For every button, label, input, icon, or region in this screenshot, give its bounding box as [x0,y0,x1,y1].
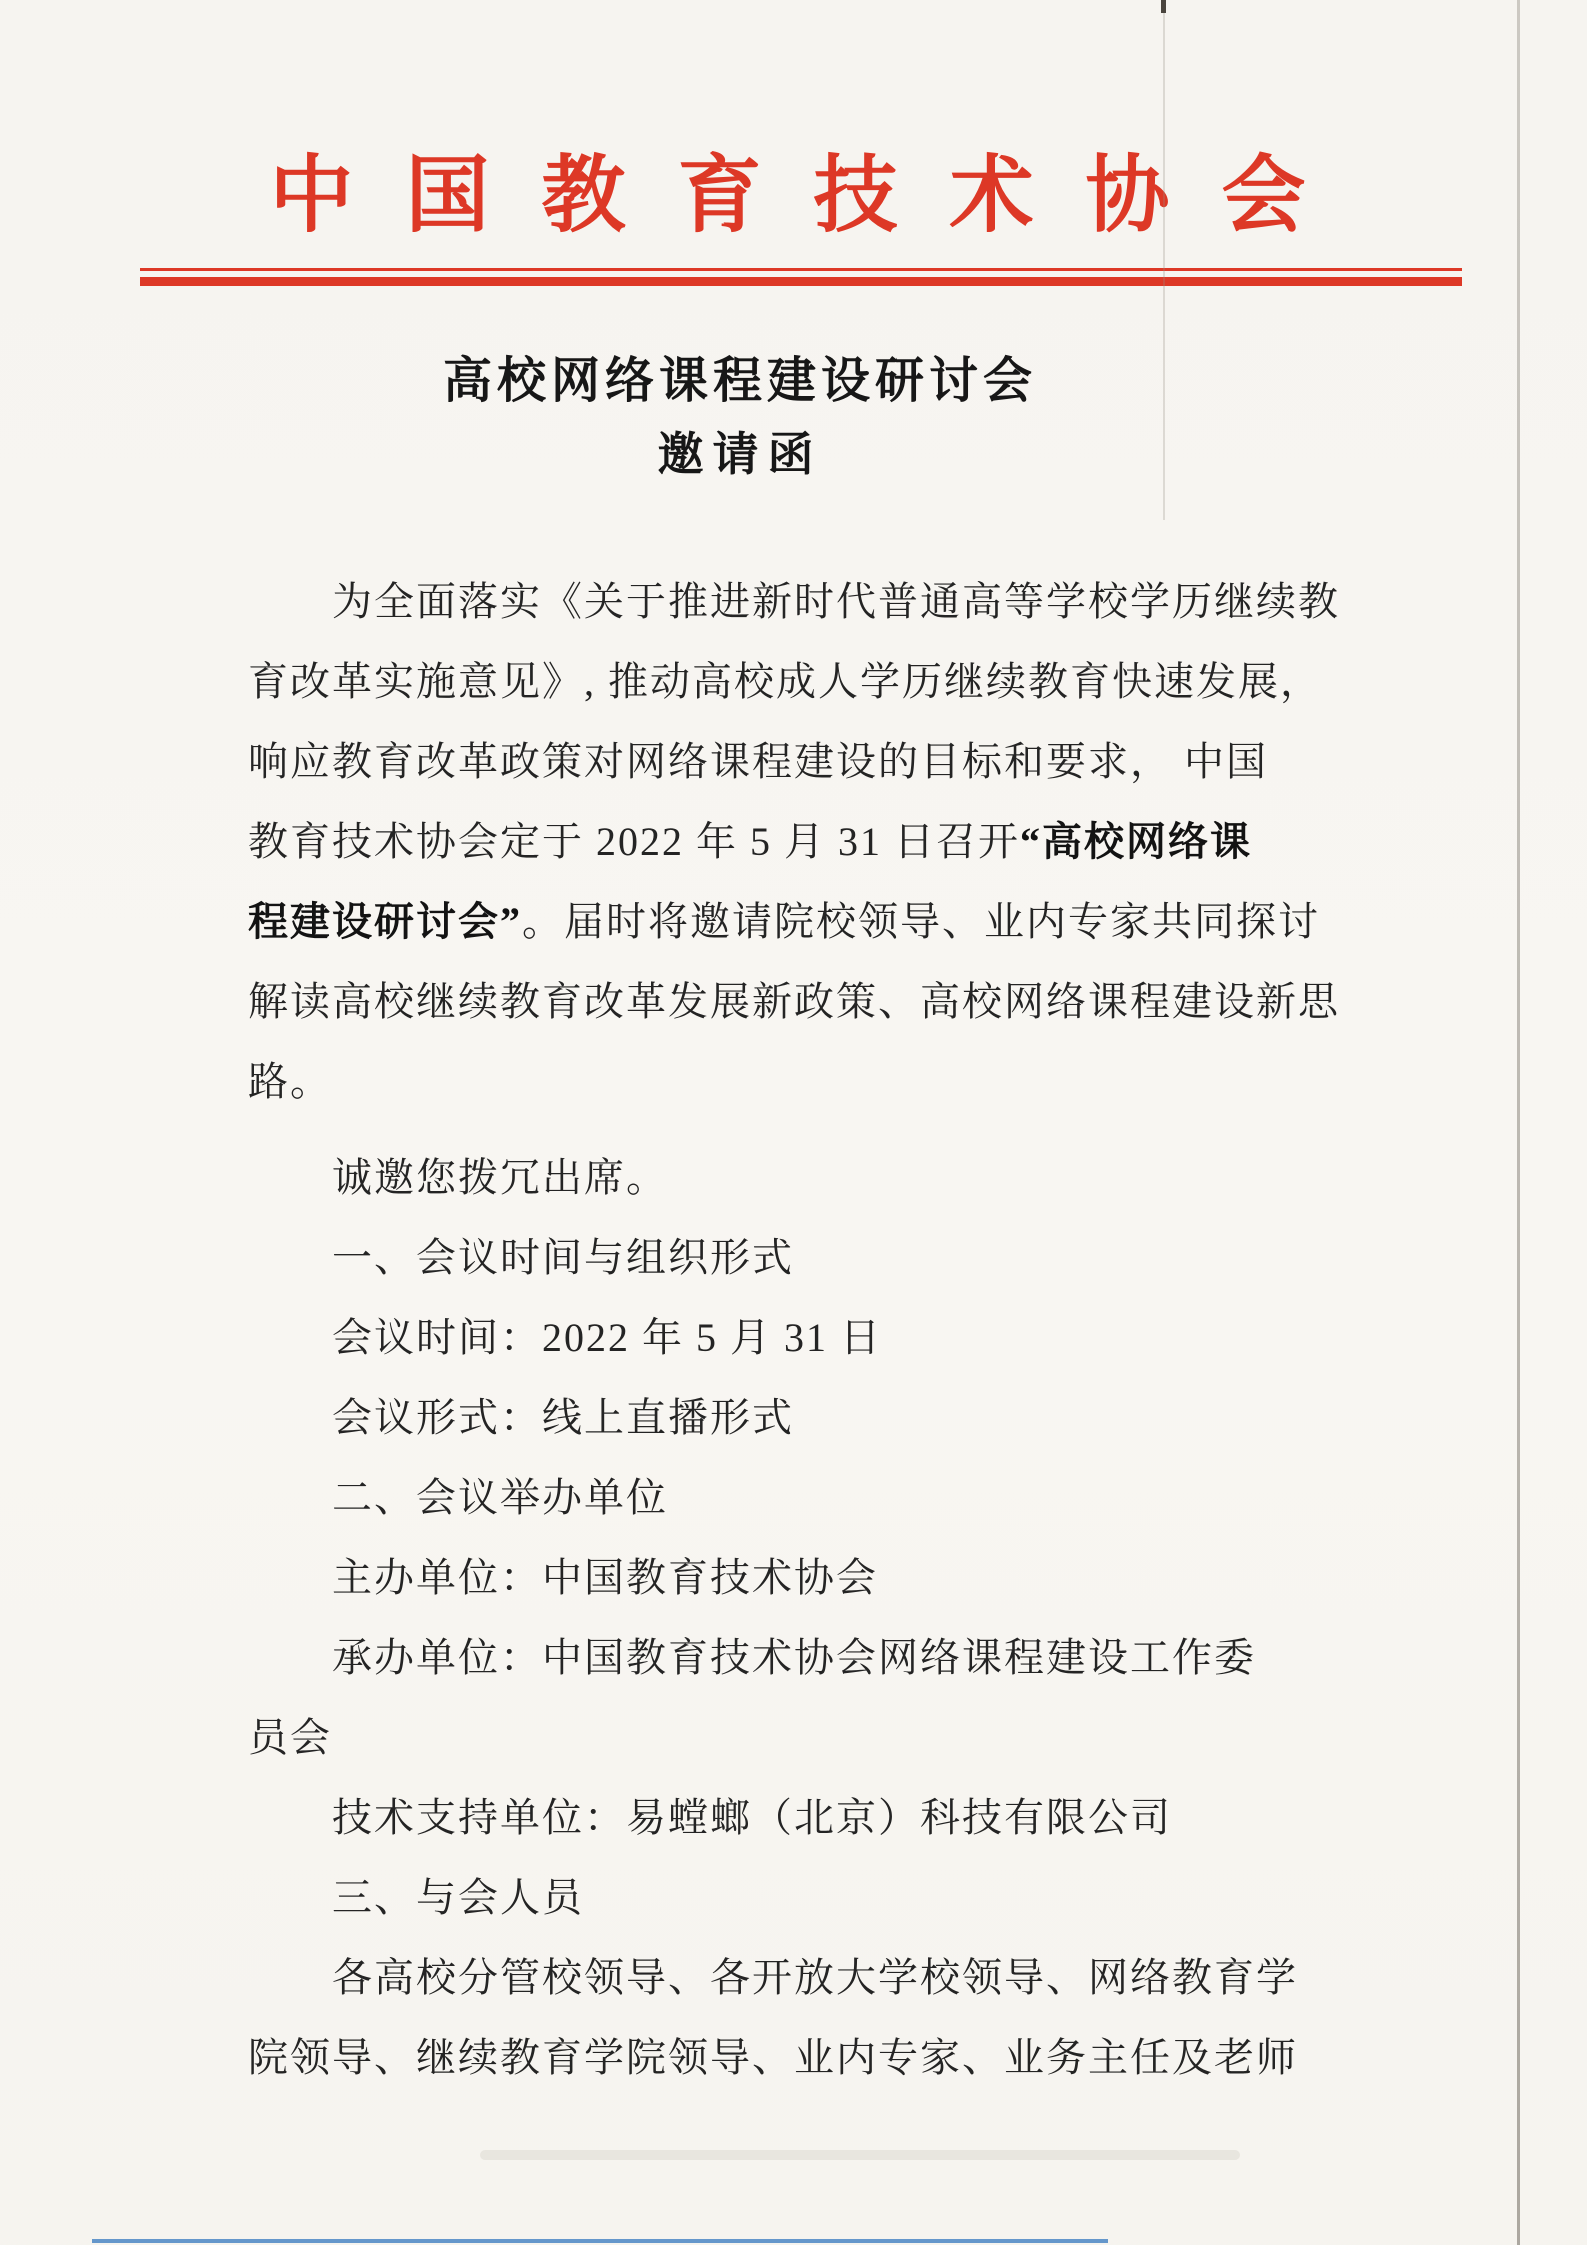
body-run: 各高校分管校领导、各开放大学校领导、网络教育学 [332,1955,1298,2000]
body-run: 路。 [248,1059,332,1104]
body-line [248,1858,1356,1938]
document-subtitle: 邀请函 [657,429,823,480]
body-line [248,1538,1356,1618]
body-line [248,2018,1356,2098]
scan-fold-line [1163,0,1165,520]
body-line [248,1218,1356,1298]
document-title: 高校网络课程建设研讨会 [442,353,1037,408]
document-body [248,562,1356,2098]
scan-right-edge-line [1517,0,1520,2245]
body-run: 一、会议时间与组织形式 [332,1235,794,1280]
body-run: 会议时间：2022 年 5 月 31 日 [332,1315,882,1360]
body-line [248,802,1356,882]
body-run: 育改革实施意见》, 推动高校成人学历继续教育快速发展， [248,659,1322,704]
scan-fold-tick [1161,0,1166,13]
body-run: 二、会议举办单位 [332,1475,668,1520]
body-line [248,642,1356,722]
body-line [248,1298,1356,1378]
body-run: 技术支持单位：易螳螂（北京）科技有限公司 [332,1795,1172,1840]
body-line [248,1458,1356,1538]
body-line [248,882,1356,962]
scan-smudge [480,2150,1240,2160]
body-line [248,1378,1356,1458]
body-run: 响应教育改革政策对网络课程建设的目标和要求， 中国 [248,739,1268,784]
body-run: 主办单位：中国教育技术协会 [332,1555,878,1600]
scan-bottom-dark-line [0,2219,212,2224]
body-line [248,1618,1356,1698]
body-line [248,1698,1356,1778]
body-run-bold: “高校网络课 [1020,819,1252,864]
body-line [248,1938,1356,2018]
body-run-bold: 程建设研讨会” [248,899,522,944]
letterhead-divider-thick [140,277,1462,286]
letterhead-org-name: 中国教育技术协会 [269,150,1358,243]
body-run: 为全面落实《关于推进新时代普通高等学校学历继续教 [332,579,1340,624]
body-run: 院领导、继续教育学院领导、业内专家、业务主任及老师 [248,2035,1298,2080]
body-run: 会议形式：线上直播形式 [332,1395,794,1440]
body-run: 。届时将邀请院校领导、业内专家共同探讨 [522,899,1320,944]
body-line [248,1138,1356,1218]
body-line [248,1042,1356,1122]
body-run: 三、与会人员 [332,1875,584,1920]
body-run: 解读高校继续教育改革发展新政策、高校网络课程建设新思 [248,979,1340,1024]
body-run: 诚邀您拨冗出席。 [332,1155,668,1200]
body-line [248,1778,1356,1858]
body-run: 教育技术协会定于 2022 年 5 月 31 日召开 [248,819,1020,864]
scan-bottom-blue-line [92,2239,1108,2243]
body-run: 员会 [248,1715,332,1760]
body-line [248,722,1356,802]
body-run: 承办单位：中国教育技术协会网络课程建设工作委 [332,1635,1256,1680]
letterhead-divider-thin [140,268,1462,271]
body-line [248,962,1356,1042]
body-line [248,562,1356,642]
